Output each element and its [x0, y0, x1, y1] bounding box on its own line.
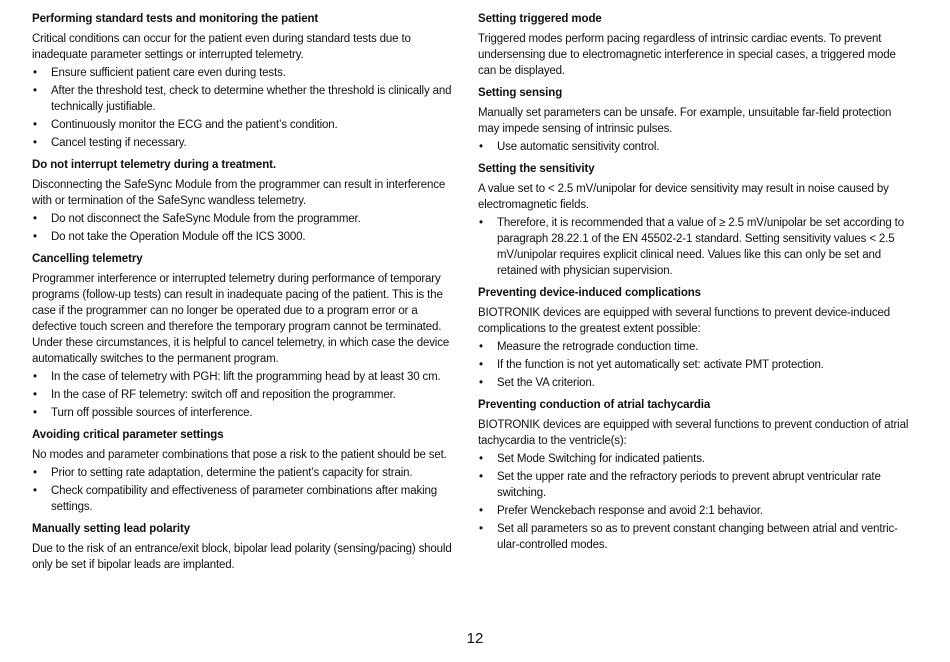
section: [32, 11, 460, 151]
section: [32, 251, 460, 421]
section-paragraph: A value set to < 2.5 mV/unipolar for device sensitivity may result in noise caused by electromagnetic fields.: [478, 183, 889, 211]
list-item: • Set the upper rate and the refractory periods to prevent abrupt ventricular rate switching.: [478, 469, 912, 501]
section-paragraph: Disconnecting the SafeSync Module from the programmer can result in interference with or termination of the SafeSync wandless telemetry.: [32, 179, 446, 207]
list-item: • Prefer Wenckebach response and avoid 2:1 behavior.: [478, 503, 912, 519]
section-heading: Avoiding critical parameter settings: [32, 429, 224, 441]
section-paragraph: BIOTRONIK devices are equipped with several functions to prevent conduction of atrial tachycardia to the ventricle(s):: [478, 419, 909, 447]
section: [478, 397, 912, 553]
section-heading: Performing standard tests and monitoring the patient: [32, 13, 319, 25]
list-item: • Prior to setting rate adaptation, determine the patient’s capacity for strain.: [32, 465, 460, 481]
section-paragraph: BIOTRONIK devices are equipped with several functions to prevent device-induced complications to the greatest extent possible:: [478, 307, 890, 335]
list-item: • Measure the retrograde conduction time.: [478, 339, 912, 355]
section-heading: Setting triggered mode: [478, 13, 602, 25]
section-heading: Cancelling telemetry: [32, 253, 143, 265]
list-item: • Set Mode Switching for indicated patients.: [478, 451, 912, 467]
section: [478, 161, 912, 279]
list-item: • Turn off possible sources of interference.: [32, 405, 460, 421]
bullet-list: [32, 465, 460, 515]
list-item: • In the case of telemetry with PGH: lift the programming head by at least 30 cm.: [32, 369, 460, 385]
list-item: • Do not take the Operation Module off the ICS 3000.: [32, 229, 460, 245]
bullet-list: [478, 139, 912, 155]
section-paragraph: Due to the risk of an entrance/exit block, bipolar lead polarity (sensing/pacing) should only be set if bipolar leads are implanted.: [32, 543, 452, 571]
section: [478, 285, 912, 391]
list-item: • Therefore, it is recommended that a value of ≥ 2.5 mV/unipolar be set according to paragraph 28.22.1 of the EN 45502-2-1 standard. Setting sensitivity values < 2.5 mV/unipolar requires explicit clinical need. Values like this can only be set and retained with physician supervision.: [478, 215, 912, 279]
bullet-list: [32, 211, 460, 245]
section-paragraph: Programmer interference or interrupted telemetry during performance of temporary programs (follow-up tests) can result in inadequate pacing of the patient. This is the case if the programmer can no longer be operated due to a program error or a defective touch screen and therefore the temporary program cannot be terminated. Under these circumstances, it is helpful to cancel telemetry, in which case the device automatically switches to the permanent program.: [32, 273, 450, 365]
section-heading: Preventing device-induced complications: [478, 287, 701, 299]
section: [478, 11, 912, 79]
list-item: • Do not disconnect the SafeSync Module from the programmer.: [32, 211, 460, 227]
list-item: • Cancel testing if necessary.: [32, 135, 460, 151]
section-heading: Do not interrupt telemetry during a treatment.: [32, 159, 276, 171]
page-number: 12: [466, 630, 484, 647]
bullet-list: [32, 65, 460, 151]
list-item: • If the function is not yet automatically set: activate PMT protection.: [478, 357, 912, 373]
section-heading: Setting the sensitivity: [478, 163, 595, 175]
list-item: • Set all parameters so as to prevent constant changing between atrial and ventric-ular-controlled modes.: [478, 521, 912, 553]
section: [32, 521, 460, 573]
section: [478, 85, 912, 155]
bullet-list: [478, 215, 912, 279]
section-paragraph: No modes and parameter combinations that pose a risk to the patient should be set.: [32, 449, 447, 461]
list-item: • Use automatic sensitivity control.: [478, 139, 912, 155]
bullet-list: [478, 339, 912, 391]
right-column: [478, 11, 912, 559]
section-heading: Manually setting lead polarity: [32, 523, 191, 535]
section: [32, 427, 460, 515]
bullet-list: [32, 369, 460, 421]
section-heading: Setting sensing: [478, 87, 563, 99]
section-paragraph: Triggered modes perform pacing regardless of intrinsic cardiac events. To prevent undersensing due to electromagnetic interference in special cases, a triggered mode can be displayed.: [478, 33, 896, 77]
list-item: • Ensure sufficient patient care even during tests.: [32, 65, 460, 81]
list-item: • Check compatibility and effectiveness of parameter combinations after making settings.: [32, 483, 460, 515]
list-item: • Continuously monitor the ECG and the patient’s condition.: [32, 117, 460, 133]
list-item: • After the threshold test, check to determine whether the threshold is clinically and technically justifiable.: [32, 83, 460, 115]
section-paragraph: Manually set parameters can be unsafe. For example, unsuitable far-field protection may impede sensing of intrinsic pulses.: [478, 107, 892, 135]
section-heading: Preventing conduction of atrial tachycardia: [478, 399, 711, 411]
list-item: • Set the VA criterion.: [478, 375, 912, 391]
left-column: [32, 11, 460, 579]
section-paragraph: Critical conditions can occur for the patient even during standard tests due to inadequate parameter settings or interrupted telemetry.: [32, 33, 411, 61]
bullet-list: [478, 451, 912, 553]
list-item: • In the case of RF telemetry: switch off and reposition the programmer.: [32, 387, 460, 403]
section: [32, 157, 460, 245]
